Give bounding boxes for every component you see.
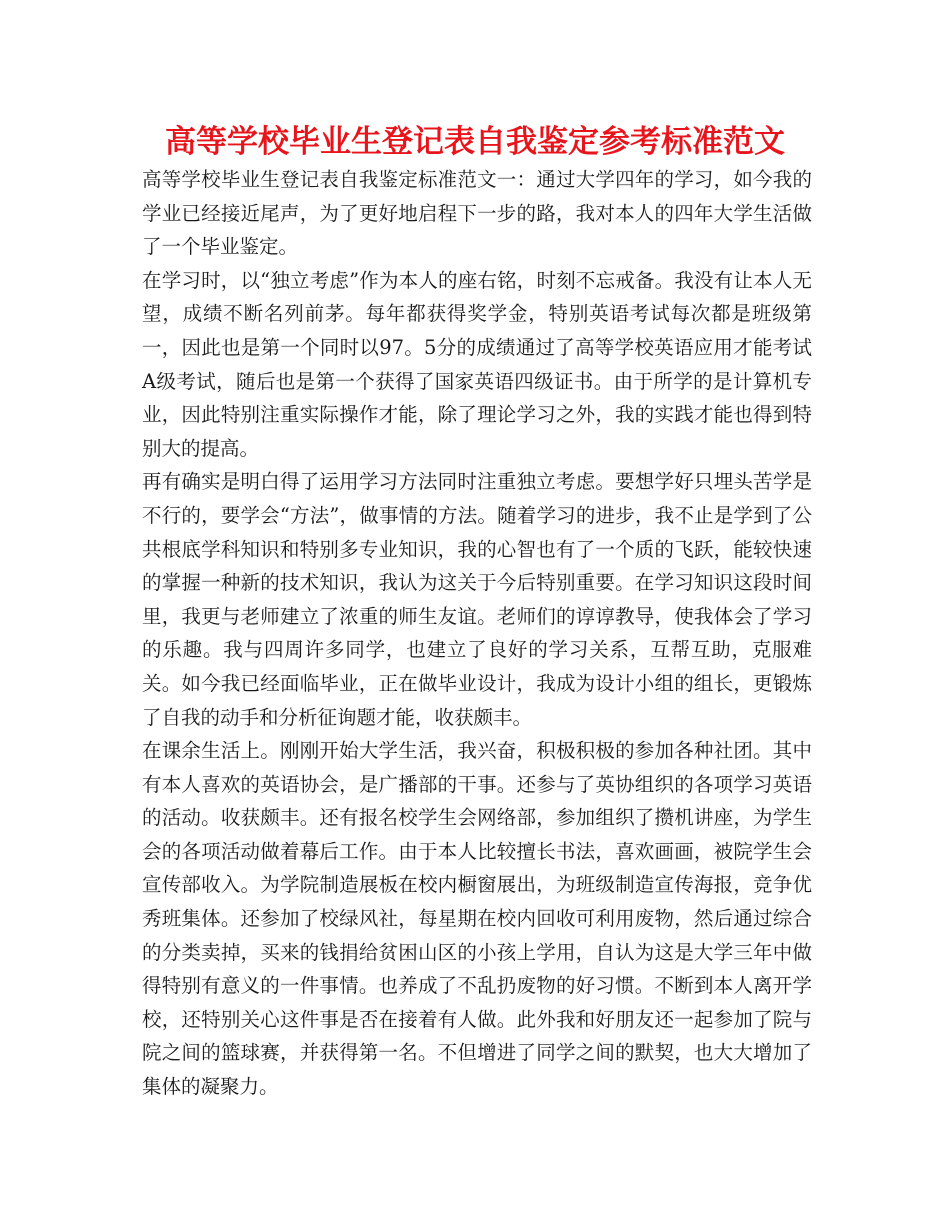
document-title: 高等学校毕业生登记表自我鉴定参考标准范文 [165, 124, 785, 160]
paragraph-study: 在学习时，以“独立考虑”作为本人的座右铭，时刻不忘戒备。我没有让本人无望，成绩不断名列前茅。每年都获得奖学金，特别英语考试每次都是班级第一，因此也是第一个同时以97。5分的成绩通过了高等学校英语应用才能考试A级考试，随后也是第一个获得了国家英语四级证书。由于所学的是计算机专业，因此特别注重实际操作才能，除了理论学习之外，我的实践才能也得到特别大的提高。 [142, 268, 812, 460]
paragraph-methods: 再有确实是明白得了运用学习方法同时注重独立考虑。要想学好只埋头苦学是不行的，要学会“方法”，做事情的方法。随着学习的进步，我不止是学到了公共根底学科知识和特别多专业知识，我的心智也有了一个质的飞跃，能较快速的掌握一种新的技术知识，我认为这关于今后特别重要。在学习知识这段时间里，我更与老师建立了浓重的师生友谊。老师们的谆谆教导，使我体会了学习的乐趣。我与四周许多同学，也建立了良好的学习关系，互帮互助，克服难关。如今我已经面临毕业，正在做毕业设计，我成为设计小组的组长，更锻炼了自我的动手和分析征询题才能，收获颇丰。 [142, 470, 812, 729]
paragraph-extracurricular: 在课余生活上。刚刚开始大学生活，我兴奋，积极积极的参加各种社团。其中有本人喜欢的英语协会，是广播部的干事。还参与了英协组织的各项学习英语的活动。收获颇丰。还有报名校学生会网络部，参加组织了攒机讲座，为学生会的各项活动做着幕后工作。由于本人比较擅长书法，喜欢画画，被院学生会宣传部收入。为学院制造展板在校内橱窗展出，为班级制造宣传海报，竞争优秀班集体。还参加了校绿风社，每星期在校内回收可利用废物，然后通过综合的分类卖掉，买来的钱捐给贫困山区的小孩上学用，自认为这是大学三年中做得特别有意义的一件事情。也养成了不乱扔废物的好习惯。不断到本人离开学校，还特别关心这件事是否在接着有人做。此外我和好朋友还一起参加了院与院之间的篮球赛，并获得第一名。不但增进了同学之间的默契，也大大增加了集体的凝聚力。 [142, 739, 812, 1099]
document-body [142, 163, 812, 1104]
paragraph-intro: 高等学校毕业生登记表自我鉴定标准范文一：通过大学四年的学习，如今我的学业已经接近尾声，为了更好地启程下一步的路，我对本人的四年大学生活做了一个毕业鉴定。 [142, 168, 812, 259]
